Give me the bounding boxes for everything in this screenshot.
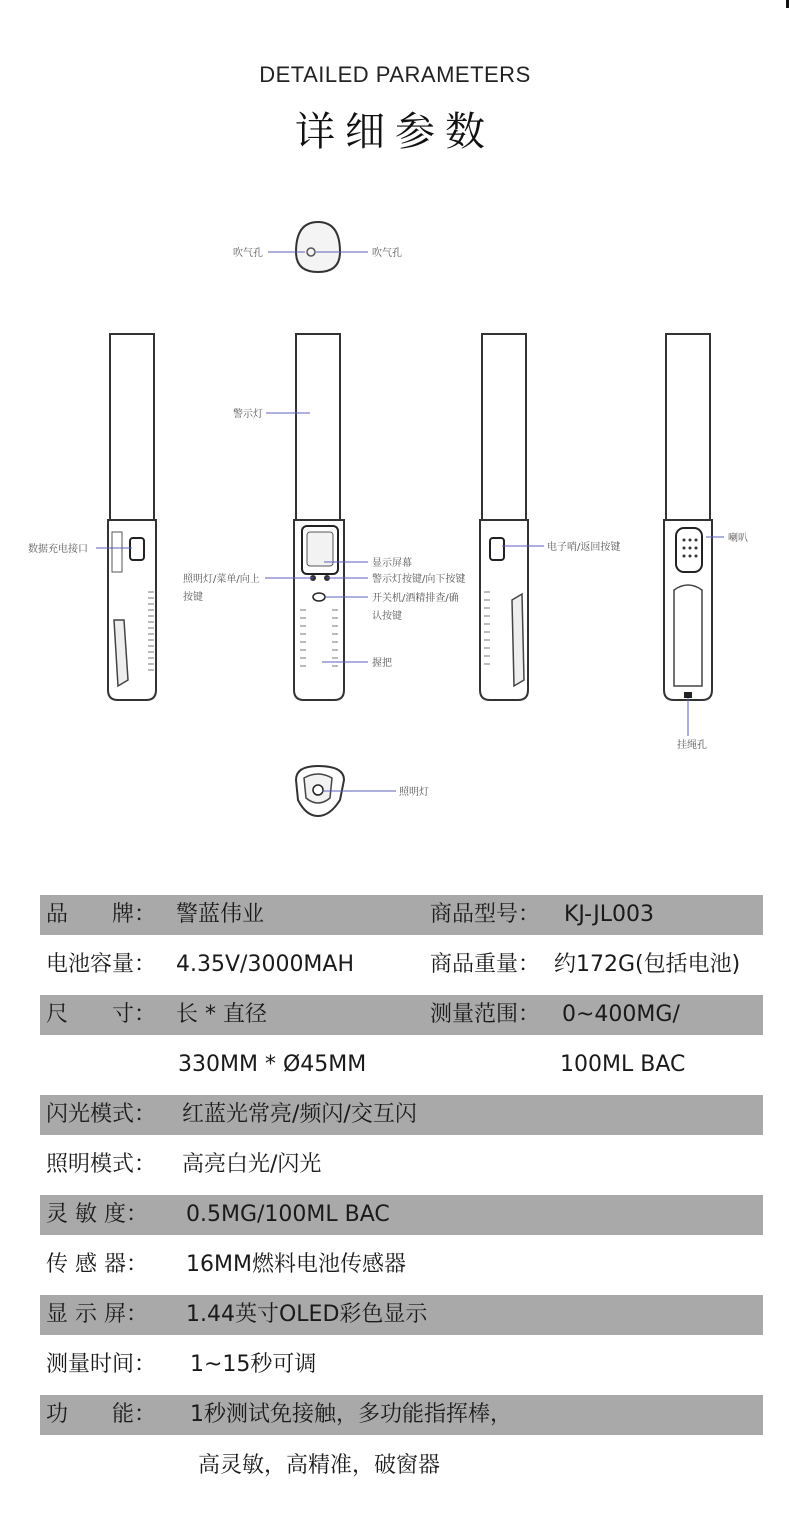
label-lanyard-hole: 挂绳孔 <box>677 740 707 751</box>
spec-row-flash-mode <box>40 1095 763 1135</box>
spec-label-brand: 品 牌： <box>46 902 157 927</box>
spec-label-model: 商品型号： <box>430 902 541 927</box>
spec-row-battery-weight <box>40 945 763 985</box>
spec-value-range: 0~400MG/ <box>562 1002 680 1027</box>
spec-row-brand-model <box>40 895 763 935</box>
label-power-btn-2: 认按键 <box>372 611 402 622</box>
spec-value-sensor: 16MM燃料电池传感器 <box>186 1252 406 1277</box>
spec-value-function-2: 高灵敏，高精准，破窗器 <box>198 1453 441 1478</box>
product-diagram <box>0 200 790 840</box>
spec-value-sensitivity: 0.5MG/100ML BAC <box>186 1202 390 1227</box>
label-warning-light: 警示灯 <box>233 409 263 420</box>
label-speaker: 喇叭 <box>728 533 748 544</box>
spec-label-range: 测量范围： <box>430 1002 541 1027</box>
label-light-menu-up-1: 照明灯/菜单/向上 <box>183 574 260 585</box>
bottom-view <box>296 766 396 816</box>
label-whistle-back-btn: 电子哨/返回按键 <box>547 542 621 553</box>
spec-value-function: 1秒测试免接触，多功能指挥棒， <box>190 1402 512 1427</box>
corner-mark <box>786 0 789 8</box>
spec-label-time: 测量时间： <box>46 1352 157 1377</box>
spec-label-light-mode: 照明模式： <box>46 1152 157 1177</box>
spec-row-time <box>40 1345 763 1385</box>
spec-label-function: 功 能： <box>46 1402 157 1427</box>
device-side-right <box>480 334 544 700</box>
label-warning-down-btn: 警示灯按键/向下按键 <box>372 574 466 585</box>
spec-label-screen: 显 示 屏： <box>46 1302 148 1327</box>
spec-value-size: 长 * 直径 <box>176 1002 267 1027</box>
spec-row-sensitivity <box>40 1195 763 1235</box>
spec-label-size: 尺 寸： <box>46 1002 157 1027</box>
label-display-screen: 显示屏幕 <box>372 558 412 569</box>
spec-row-function <box>40 1395 763 1435</box>
spec-value-model: KJ-JL003 <box>564 902 655 927</box>
spec-value-brand: 警蓝伟业 <box>176 902 265 927</box>
label-blow-hole-right: 吹气孔 <box>372 248 402 259</box>
label-lighting-lamp: 照明灯 <box>399 787 429 798</box>
spec-label-flash-mode: 闪光模式： <box>46 1102 157 1127</box>
spec-row-screen <box>40 1295 763 1335</box>
section-title-en: DETAILED PARAMETERS <box>259 62 531 87</box>
label-grip: 握把 <box>372 658 392 669</box>
spec-value-time: 1~15秒可调 <box>190 1352 317 1377</box>
spec-label-weight: 商品重量： <box>430 952 541 977</box>
label-light-menu-up-2: 按键 <box>183 592 203 603</box>
spec-value-screen: 1.44英寸OLED彩色显示 <box>186 1302 428 1327</box>
spec-row-light-mode <box>40 1145 763 1185</box>
spec-value-range-2: 100ML BAC <box>560 1052 686 1077</box>
spec-label-sensor: 传 感 器： <box>46 1252 148 1277</box>
section-title-cn: 详细参数 <box>295 109 495 155</box>
spec-value-light-mode: 高亮白光/闪光 <box>182 1152 322 1177</box>
label-blow-hole-left: 吹气孔 <box>233 248 263 259</box>
spec-row-sensor <box>40 1245 763 1285</box>
spec-value-size-2: 330MM * Ø45MM <box>178 1052 367 1077</box>
spec-label-sensitivity: 灵 敏 度： <box>46 1202 148 1227</box>
spec-row-size-range <box>40 995 763 1035</box>
device-back <box>664 334 724 736</box>
label-data-charge-port: 数据充电接口 <box>28 544 88 555</box>
spec-row-function-cont <box>40 1446 763 1486</box>
device-side-left <box>96 334 156 700</box>
spec-value-battery: 4.35V/3000MAH <box>176 952 355 977</box>
device-front <box>265 334 368 700</box>
spec-label-battery: 电池容量： <box>46 952 157 977</box>
spec-value-flash-mode: 红蓝光常亮/频闪/交互闪 <box>182 1102 417 1127</box>
spec-row-size-range-cont <box>40 1045 763 1085</box>
spec-value-weight: 约172G(包括电池) <box>554 952 741 977</box>
top-view <box>268 222 368 272</box>
label-power-btn-1: 开关机/酒精排查/确 <box>372 593 459 604</box>
